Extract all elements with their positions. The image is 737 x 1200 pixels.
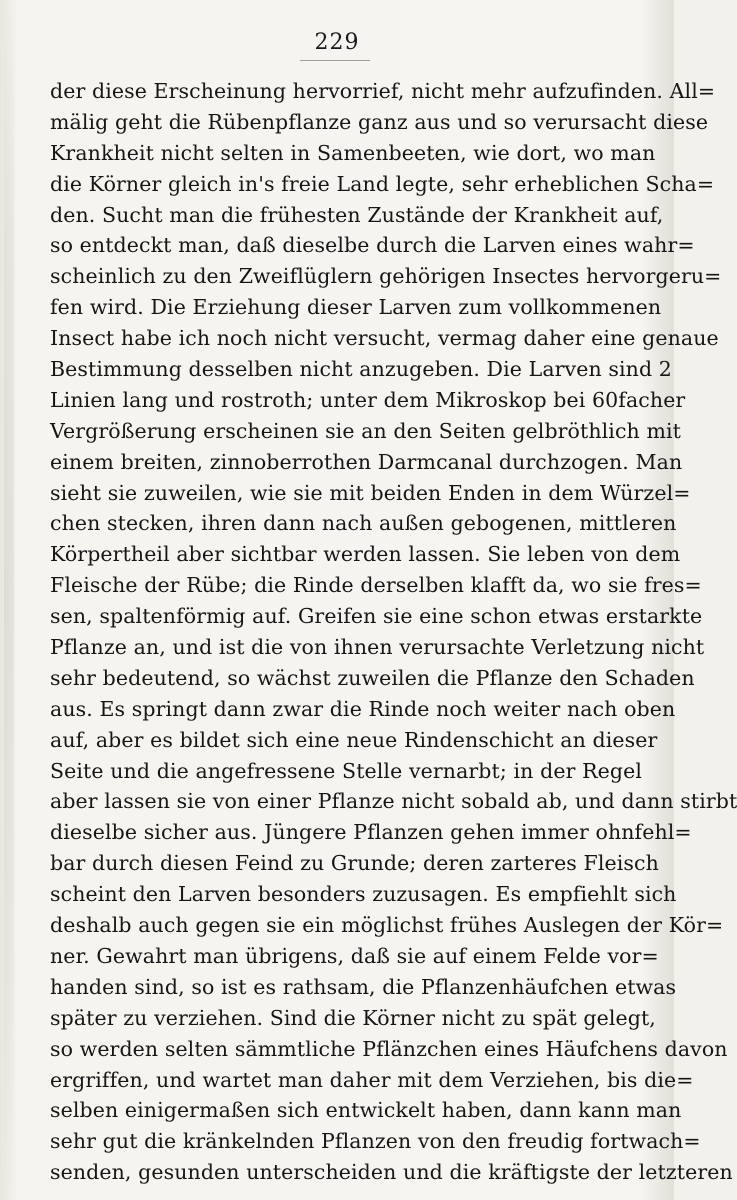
text-line: bar durch diesen Feind zu Grunde; deren zarteres Fleisch (50, 851, 659, 876)
text-line: so werden selten sämmtliche Pflänzchen eines Häufchens davon (50, 1036, 728, 1061)
text-line: Linien lang und rostroth; unter dem Mikroskop bei 60facher (50, 387, 686, 412)
page-number-rule (300, 60, 370, 61)
text-line: Vergrößerung erscheinen sie an den Seiten gelbröthlich mit (50, 418, 681, 443)
text-line: Körpertheil aber sichtbar werden lassen. Sie leben von dem (50, 542, 681, 567)
text-line: mälig geht die Rübenpflanze ganz aus und so verursacht diese (50, 109, 709, 134)
text-line: chen stecken, ihren dann nach außen gebogenen, mittleren (50, 511, 677, 536)
page-shadow (4, 0, 14, 1200)
text-line: fen wird. Die Erziehung dieser Larven zum vollkommenen (50, 295, 662, 320)
text-line: sen, spaltenförmig auf. Greifen sie eine schon etwas erstarkte (50, 604, 703, 629)
text-line: ergriffen, und wartet man daher mit dem Verziehen, bis die= (50, 1067, 694, 1092)
text-line: Fleische der Rübe; die Rinde derselben klafft da, wo sie fres= (50, 573, 702, 598)
text-line: so entdeckt man, daß dieselbe durch die Larven eines wahr= (50, 233, 695, 258)
text-line: später zu verziehen. Sind die Körner nicht zu spät gelegt, (50, 1005, 656, 1030)
text-line: sehr bedeutend, so wächst zuweilen die Pflanze den Schaden (50, 665, 695, 690)
body-text (50, 76, 737, 1188)
text-line: aber lassen sie von einer Pflanze nicht sobald ab, und dann stirbt (50, 789, 737, 814)
text-line: der diese Erscheinung hervorrief, nicht mehr aufzufinden. All= (50, 79, 716, 103)
text-line: sehr gut die kränkelnden Pflanzen von den freudig fortwach= (50, 1129, 701, 1154)
text-line: dieselbe sicher aus. Jüngere Pflanzen gehen immer ohnfehl= (50, 820, 692, 845)
text-line: deshalb auch gegen sie ein möglichst frühes Auslegen der Kör= (50, 913, 724, 938)
page-number: 229 (314, 30, 360, 55)
text-line: auf, aber es bildet sich eine neue Rindenschicht an dieser (50, 727, 658, 752)
text-line: senden, gesunden unterscheiden und die kräftigste der letzteren (50, 1160, 733, 1185)
text-line: Insect habe ich noch nicht versucht, vermag daher eine genaue (50, 326, 719, 351)
text-line: scheinlich zu den Zweiflüglern gehörigen Insectes hervorgeru= (50, 264, 722, 289)
text-line: ner. Gewahrt man übrigens, daß sie auf einem Felde vor= (50, 943, 659, 968)
text-line: den. Sucht man die frühesten Zustände der Krankheit auf, (50, 202, 664, 227)
text-line: scheint den Larven besonders zuzusagen. Es empfiehlt sich (50, 882, 677, 907)
text-line: Pflanze an, und ist die von ihnen verursachte Verletzung nicht (50, 635, 705, 660)
text-line: Krankheit nicht selten in Samenbeeten, wie dort, wo man (50, 140, 656, 165)
text-line: handen sind, so ist es rathsam, die Pflanzenhäufchen etwas (50, 974, 677, 999)
text-line: sieht sie zuweilen, wie sie mit beiden Enden in dem Würzel= (50, 480, 691, 505)
text-line: die Körner gleich in's freie Land legte, sehr erheblichen Scha= (50, 171, 715, 196)
text-line: aus. Es springt dann zwar die Rinde noch weiter nach oben (50, 696, 676, 721)
text-line: einem breiten, zinnoberrothen Darmcanal durchzogen. Man (50, 449, 683, 474)
text-line: Bestimmung desselben nicht anzugeben. Die Larven sind 2 (50, 357, 672, 382)
text-line: Seite und die angefressene Stelle vernarbt; in der Regel (50, 758, 642, 783)
text-line: selben einigermaßen sich entwickelt haben, dann kann man (50, 1098, 682, 1123)
